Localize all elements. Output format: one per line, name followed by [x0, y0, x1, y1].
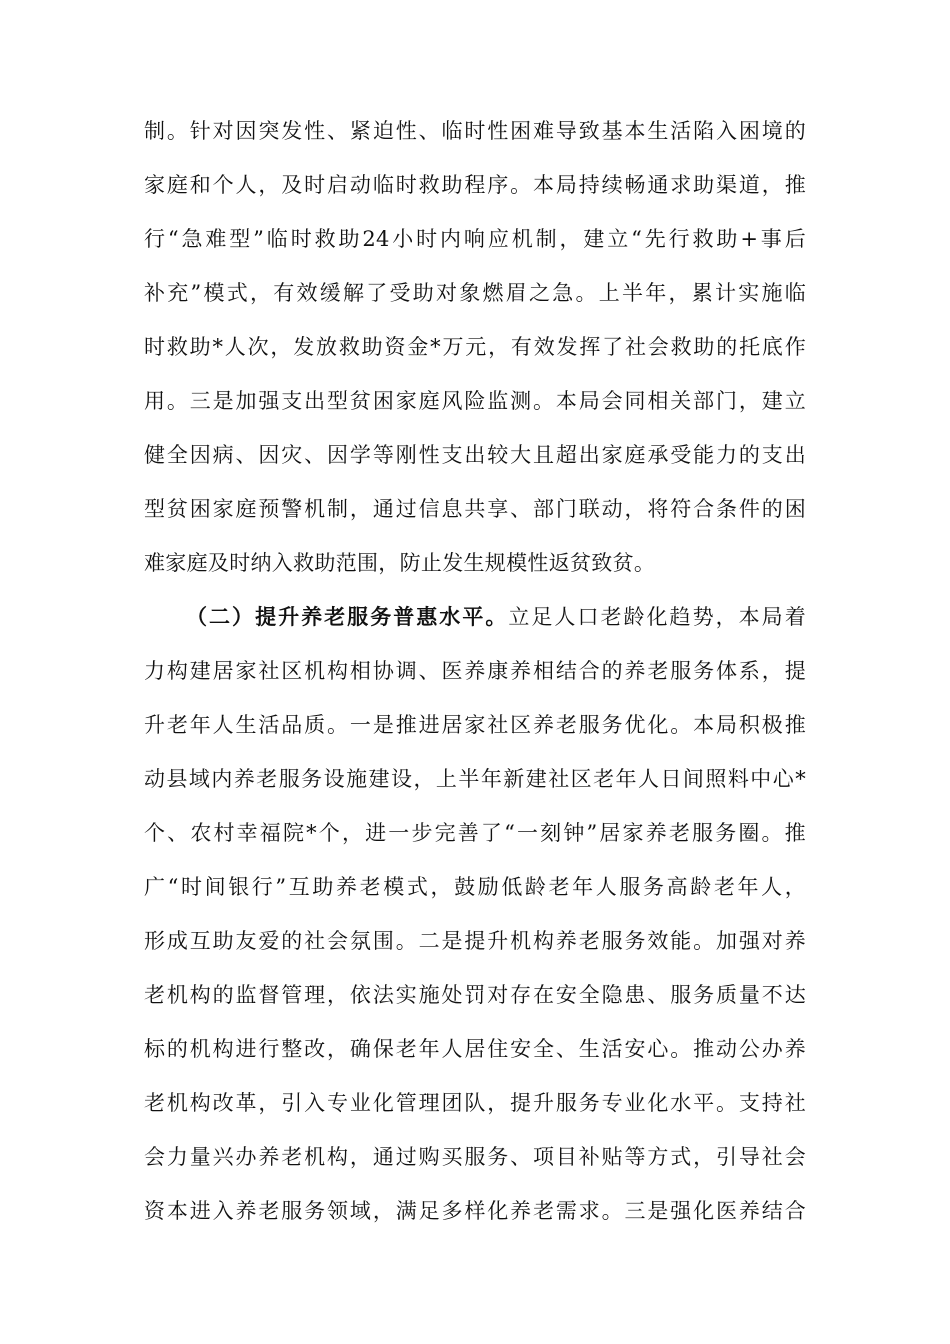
paragraph-line: 老机构的监督管理，依法实施处罚对存在安全隐患、服务质量不达: [144, 983, 806, 1007]
paragraph-line: 广“时间银行”互助养老模式，鼓励低龄老年人服务高龄老年人，: [144, 875, 806, 899]
paragraph-line: 力构建居家社区机构相协调、医养康养相结合的养老服务体系，提: [144, 659, 806, 683]
paragraph-line: 形成互助友爱的社会氛围。二是提升机构养老服务效能。加强对养: [144, 929, 806, 953]
section-heading-line: [186, 590, 806, 644]
paragraph-line: 制。针对因突发性、紧迫性、临时性困难导致基本生活陷入困境的: [144, 119, 806, 143]
paragraph-line: 型贫困家庭预警机制，通过信息共享、部门联动，将符合条件的困: [144, 497, 806, 521]
paragraph-line: 升老年人生活品质。一是推进居家社区养老服务优化。本局积极推: [144, 713, 806, 737]
paragraph-line: 个、农村幸福院*个，进一步完善了“一刻钟”居家养老服务圈。推: [144, 821, 806, 845]
paragraph-line: 健全因病、因灾、因学等刚性支出较大且超出家庭承受能力的支出: [144, 443, 806, 467]
paragraph-line: 老机构改革，引入专业化管理团队，提升服务专业化水平。支持社: [144, 1091, 806, 1115]
paragraph-line: 资本进入养老服务领域，满足多样化养老需求。三是强化医养结合: [144, 1199, 806, 1223]
section-heading-rest: 立足人口老龄化趋势，本局着: [508, 605, 806, 629]
section-heading: （二）提升养老服务普惠水平。: [186, 604, 509, 629]
paragraph-line: 补充”模式，有效缓解了受助对象燃眉之急。上半年，累计实施临: [144, 281, 806, 305]
paragraph-line: 难家庭及时纳入救助范围，防止发生规模性返贫致贫。: [144, 551, 656, 575]
paragraph-line: 家庭和个人，及时启动临时救助程序。本局持续畅通求助渠道，推: [144, 173, 806, 197]
paragraph-line: 行“急难型”临时救助24小时内响应机制，建立“先行救助+事后: [144, 227, 806, 251]
paragraph-line: 用。三是加强支出型贫困家庭风险监测。本局会同相关部门，建立: [144, 389, 806, 413]
paragraph-line: 标的机构进行整改，确保老年人居住安全、生活安心。推动公办养: [144, 1037, 806, 1061]
paragraph-line: 会力量兴办养老机构，通过购买服务、项目补贴等方式，引导社会: [144, 1145, 806, 1169]
paragraph-line: 时救助*人次，发放救助资金*万元，有效发挥了社会救助的托底作: [144, 335, 806, 359]
paragraph-line: 动县域内养老服务设施建设，上半年新建社区老年人日间照料中心*: [144, 767, 806, 791]
